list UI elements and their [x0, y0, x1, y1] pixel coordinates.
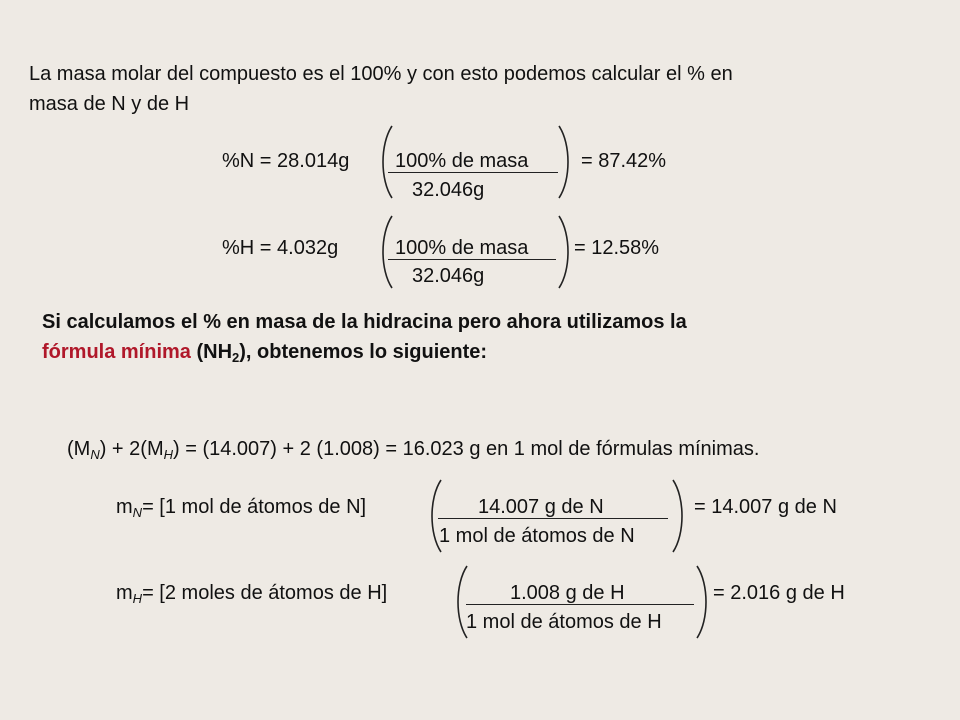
- percent-h-denominator: 32.046g: [412, 265, 485, 287]
- percent-h-lhs: %H = 4.032g: [222, 237, 339, 259]
- percent-n-result: = 87.42%: [581, 150, 667, 172]
- empirical-line-2: [42, 340, 487, 364]
- fraction-bar: [388, 259, 556, 260]
- fraction-bar: [388, 172, 558, 173]
- empirical-paren-open: (NH: [190, 341, 233, 363]
- right-paren-icon: [557, 124, 571, 200]
- percent-h-numerator: 100% de masa: [395, 237, 529, 259]
- right-paren-icon: [695, 564, 709, 640]
- mass-n-numerator: 14.007 g de N: [478, 496, 604, 518]
- mass-n-sub: N: [132, 505, 143, 520]
- empirical-rest: ), obtenemos lo siguiente:: [239, 341, 488, 363]
- percent-n-denominator: 32.046g: [412, 179, 485, 201]
- empirical-highlight: fórmula mínima: [42, 341, 191, 363]
- mass-n-lhs-text: = [1 mol de átomos de N]: [142, 496, 367, 518]
- mass-n-denominator: 1 mol de átomos de N: [439, 525, 635, 547]
- mass-n-result: = 14.007 g de N: [694, 496, 837, 518]
- right-paren-icon: [671, 478, 685, 554]
- empirical-subscript: 2: [232, 350, 240, 365]
- empirical-line-1: Si calculamos el % en masa de la hidracina pero ahora utilizamos la: [42, 311, 687, 333]
- intro-line-1: La masa molar del compuesto es el 100% y con esto podemos calcular el % en: [29, 63, 733, 85]
- molar-mass-open: (M: [67, 438, 91, 460]
- fraction-bar: [466, 604, 694, 605]
- left-paren-icon: [380, 214, 394, 290]
- left-paren-icon: [380, 124, 394, 200]
- percent-h-result: = 12.58%: [574, 237, 660, 259]
- mass-h-numerator: 1.008 g de H: [510, 582, 625, 604]
- molar-mass-sub-h: H: [163, 447, 174, 462]
- mass-h-result: = 2.016 g de H: [713, 582, 845, 604]
- mass-n-m: m: [116, 496, 133, 518]
- molar-mass-equation: [67, 437, 759, 461]
- right-paren-icon: [557, 214, 571, 290]
- mass-h-lhs-text: = [2 moles de átomos de H]: [142, 582, 388, 604]
- fraction-bar: [438, 518, 668, 519]
- mass-h-m: m: [116, 582, 133, 604]
- intro-line-2: masa de N y de H: [29, 93, 190, 115]
- mass-n-lhs: [116, 495, 366, 519]
- percent-n-numerator: 100% de masa: [395, 150, 529, 172]
- mass-h-lhs: [116, 581, 387, 605]
- molar-mass-mid: ) + 2(M: [99, 438, 164, 460]
- molar-mass-sub-n: N: [90, 447, 100, 462]
- mass-h-sub: H: [132, 591, 143, 606]
- molar-mass-rest: ) = (14.007) + 2 (1.008) = 16.023 g en 1 mol de fórmulas mínimas.: [173, 438, 760, 460]
- mass-h-denominator: 1 mol de átomos de H: [466, 611, 662, 633]
- percent-n-lhs: %N = 28.014g: [222, 150, 350, 172]
